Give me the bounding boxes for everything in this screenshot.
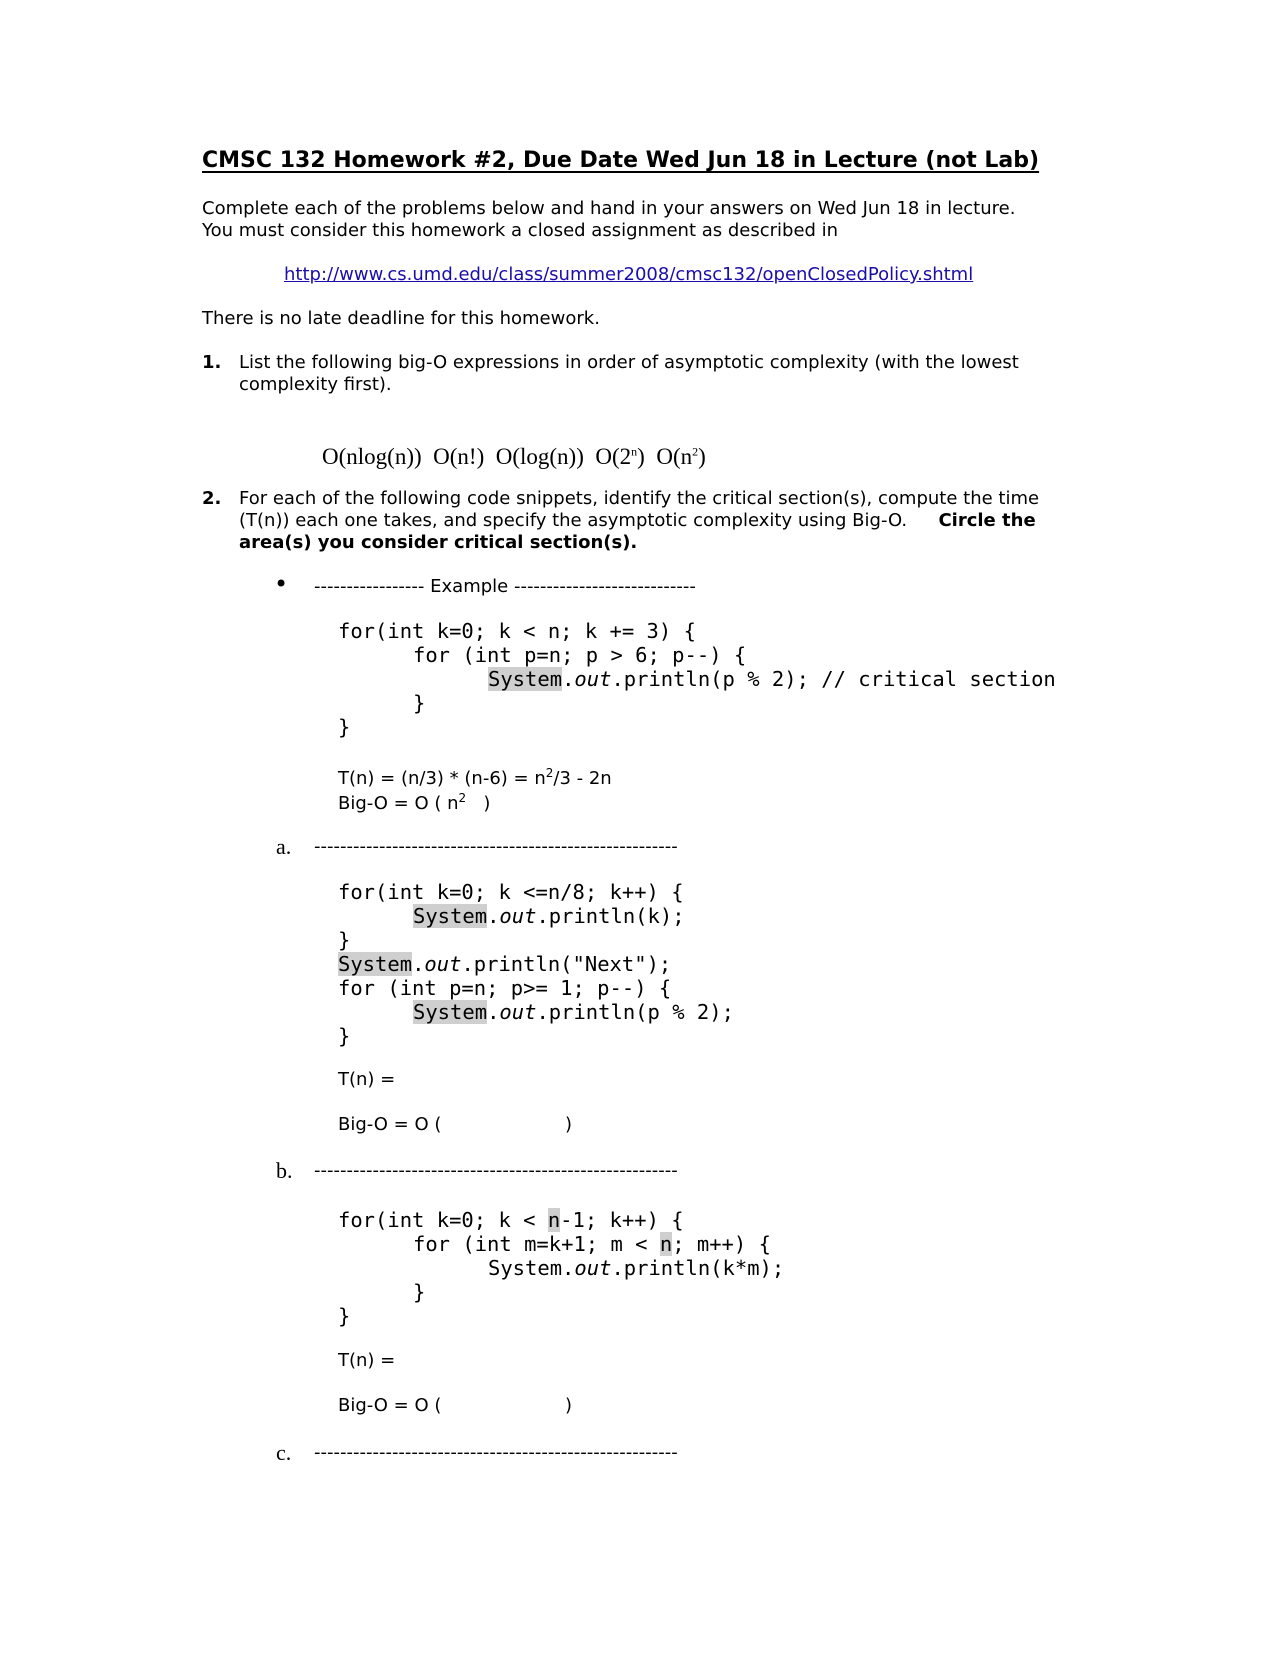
part-a-code-line-2: System.out.println(k); (413, 904, 685, 928)
part-b-bigo: Big-O = O ( (338, 1395, 442, 1416)
expr-factorial: O(n!) (433, 444, 485, 469)
part-b-code-line-2: for (int m=k+1; m < n; m++) { (413, 1232, 771, 1256)
example-code-line-5: } (338, 715, 351, 739)
part-b-code-line-5: } (338, 1304, 351, 1328)
expr-quadratic: $O(n^2)$ (656, 444, 706, 469)
part-b-tn: T(n) = (338, 1350, 396, 1371)
q2-line-1: For each of the following code snippets, identify the critical section(s), compute the time (239, 488, 1040, 509)
part-a-divider: -------------------------------------------------------- (314, 836, 678, 857)
no-late-deadline: There is no late deadline for this homework. (202, 308, 600, 329)
part-b-code-line-1: for(int k=0; k < n-1; k++) { (338, 1208, 684, 1232)
part-c-divider: -------------------------------------------------------- (314, 1442, 678, 1463)
part-a-bigo-close: ) (565, 1114, 573, 1135)
part-b-code-line-3: System.out.println(k*m); (488, 1256, 785, 1280)
part-a-code-line-7: } (338, 1024, 351, 1048)
part-b-code-line-4: } (413, 1280, 426, 1304)
example-code-line-4: } (413, 691, 426, 715)
part-a-code-line-6: System.out.println(p % 2); (413, 1000, 734, 1024)
page-title: CMSC 132 Homework #2, Due Date Wed Jun 18 in Lecture (not Lab) (202, 148, 1040, 173)
q2-line-2: (T(n)) each one takes, and specify the asymptotic complexity using Big-O. Circle the (239, 510, 1036, 531)
part-a-code-line-5: for (int p=n; p>= 1; p--) { (338, 976, 672, 1000)
q1-expressions (299, 418, 706, 496)
part-a-bigo: Big-O = O ( (338, 1114, 442, 1135)
q1-line-1: List the following big-O expressions in order of asymptotic complexity (with the lowest (239, 352, 1019, 373)
example-code-line-2: for (int p=n; p > 6; p--) { (413, 643, 747, 667)
part-a-code-line-4: System.out.println("Next"); (338, 952, 672, 976)
expr-exponential: O(2$^n$) (595, 444, 645, 469)
policy-link[interactable]: http://www.cs.umd.edu/class/summer2008/cmsc132/openClosedPolicy.shtml (284, 264, 974, 285)
part-b-bigo-close: ) (565, 1395, 573, 1416)
intro-line-2: You must consider this homework a closed assignment as described in (202, 220, 839, 241)
part-c-label: c. (276, 1440, 292, 1465)
example-bullet: • (274, 570, 289, 598)
part-a-label: a. (276, 834, 292, 859)
expr-nlogn: O(nlog(n)) (322, 444, 422, 469)
q2-line-3: area(s) you consider critical section(s). (239, 532, 638, 553)
part-a-tn: T(n) = (338, 1069, 396, 1090)
example-code-line-1: for(int k=0; k < n; k += 3) { (338, 619, 696, 643)
part-b-divider: -------------------------------------------------------- (314, 1160, 678, 1181)
part-b-label: b. (276, 1158, 293, 1183)
q1-line-2: complexity first). (239, 374, 392, 395)
q1-number: 1. (202, 352, 222, 373)
expr-logn: O(log(n)) (495, 444, 584, 469)
example-bigo: Big-O = O ( $n^2$ ) (338, 791, 491, 814)
example-tn: $T(n) = (n/3) * (n-6) = n^2/3 - 2n$ (338, 766, 612, 789)
part-a-code-line-3: } (338, 928, 351, 952)
part-a-code-line-1: for(int k=0; k <=n/8; k++) { (338, 880, 684, 904)
example-header: ----------------- Example ---------------------------- (314, 576, 696, 597)
example-code-line-3: System.out.println(p % 2); // critical section (488, 667, 1056, 691)
intro-line-1: Complete each of the problems below and hand in your answers on Wed Jun 18 in lecture. (202, 198, 1016, 219)
q2-number: 2. (202, 488, 222, 509)
